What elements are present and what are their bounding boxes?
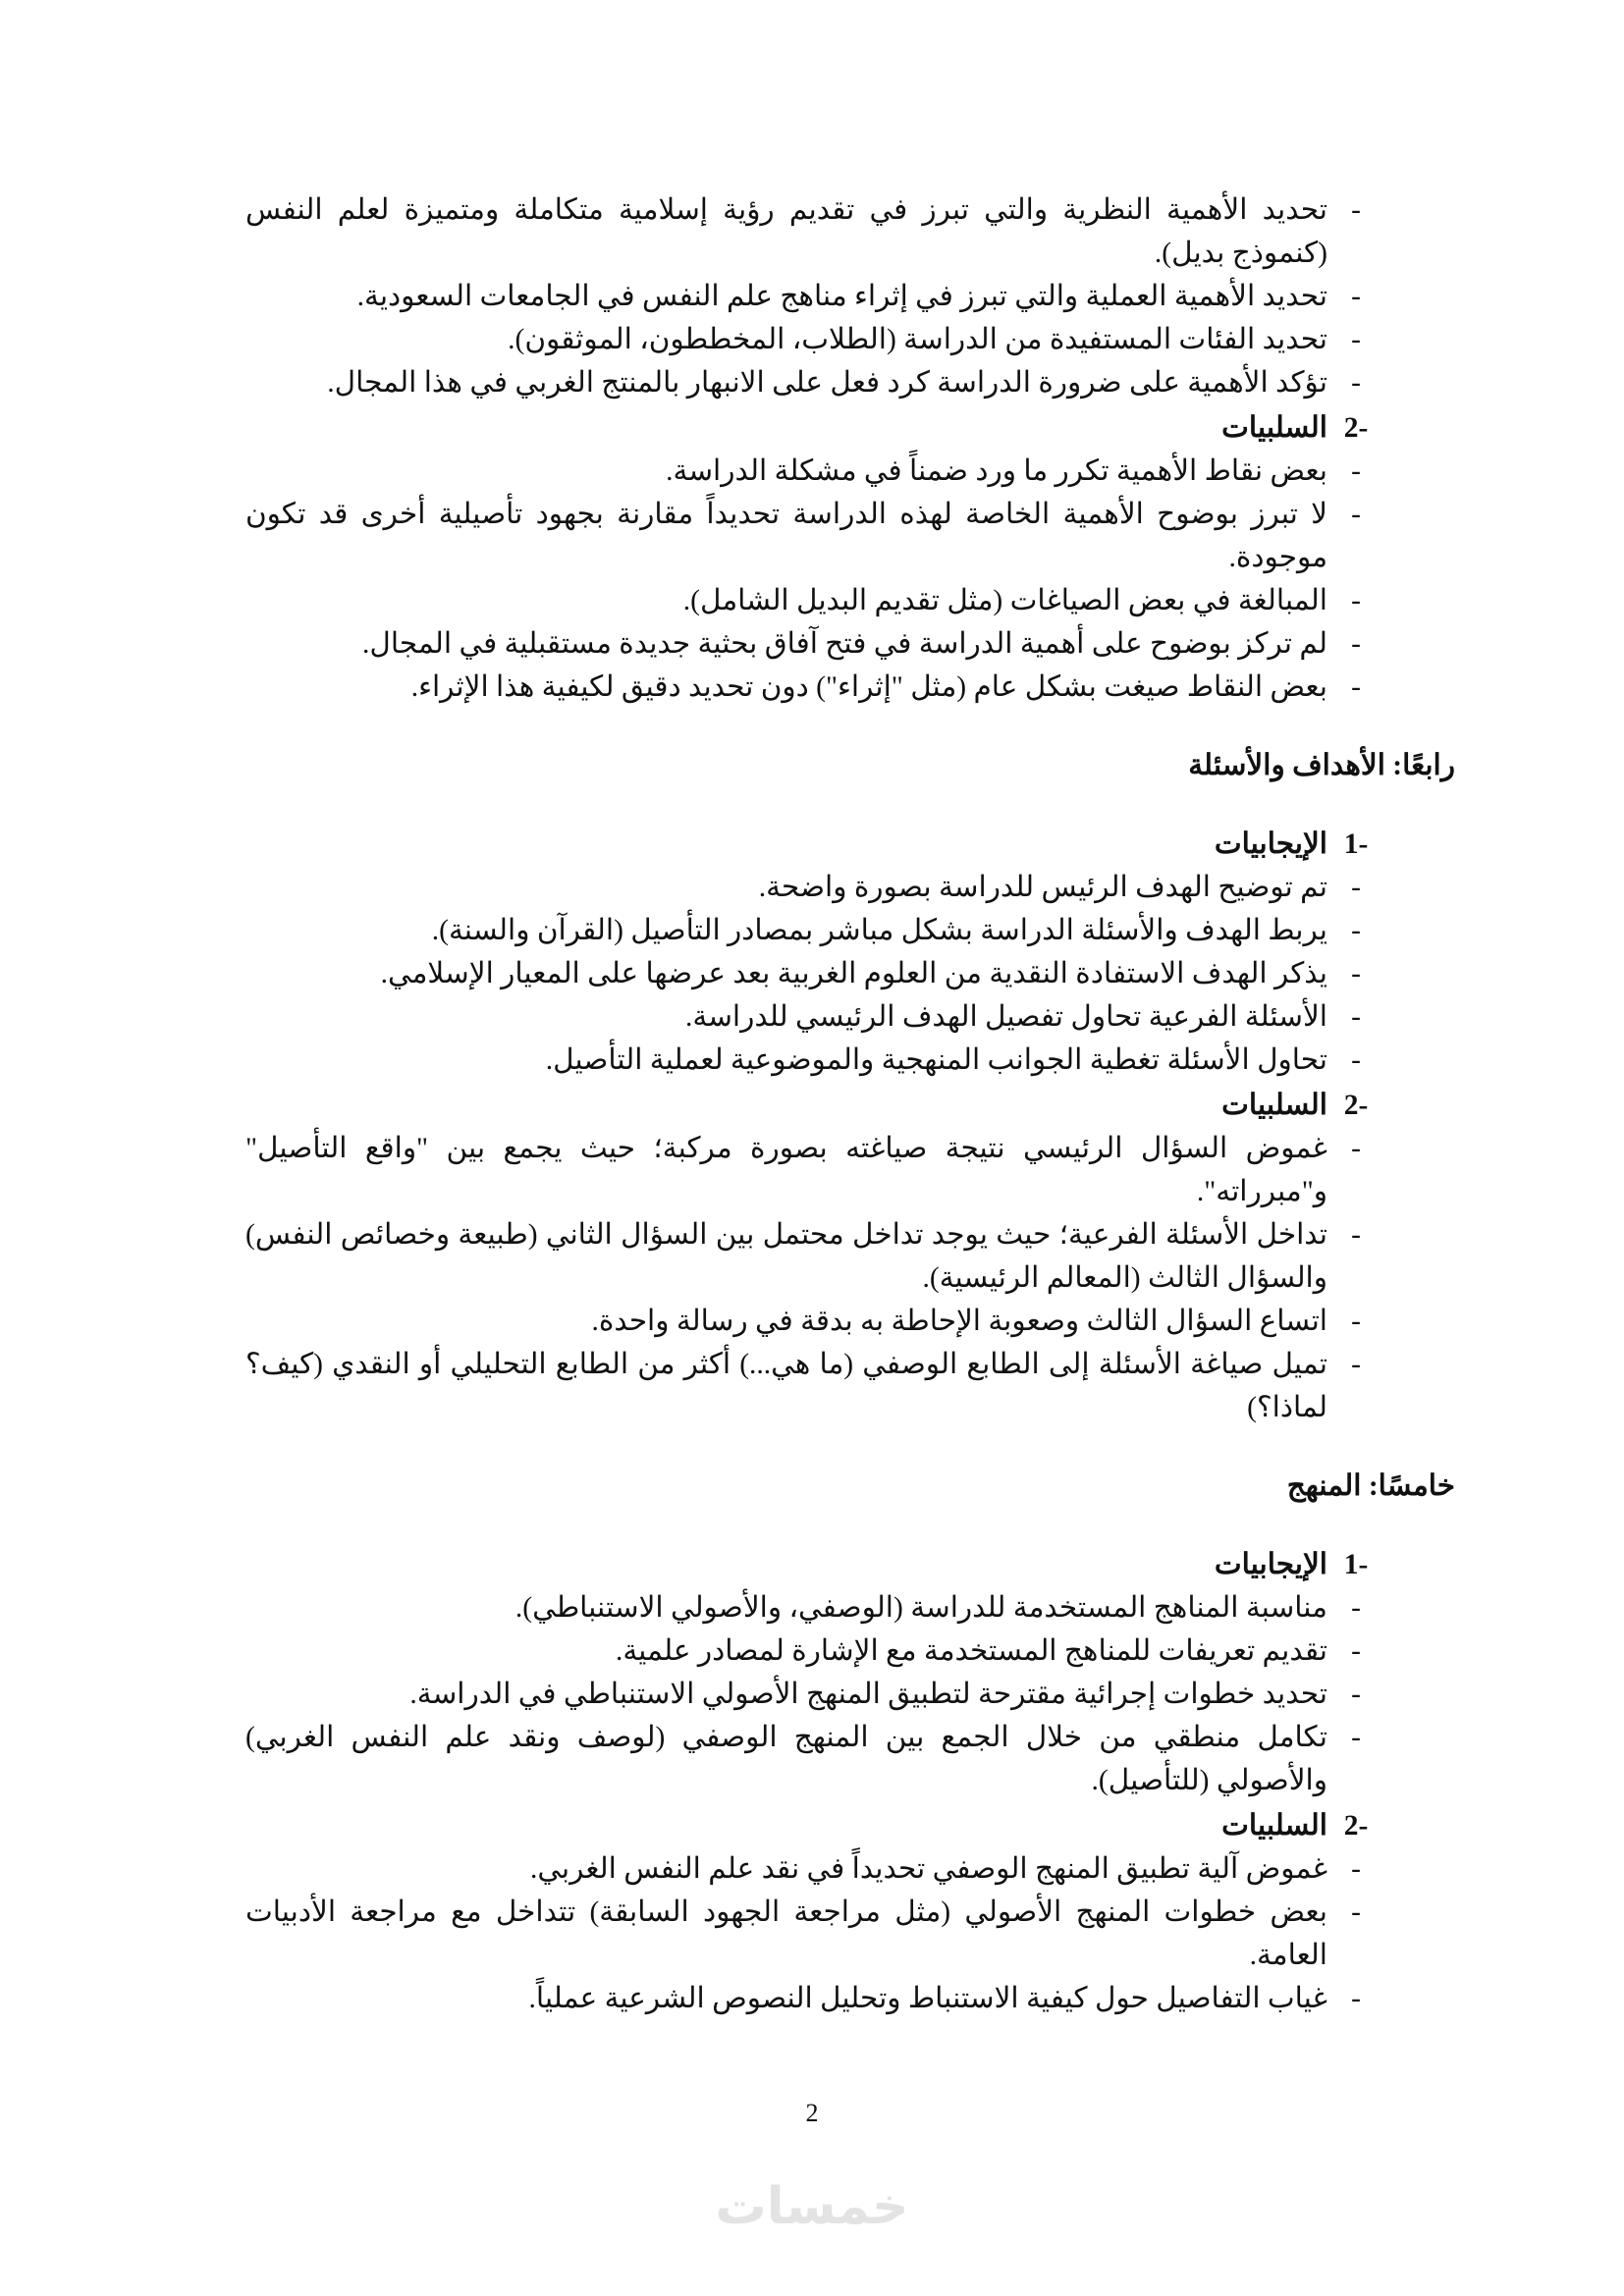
methodology-negatives-list bbox=[245, 1847, 1384, 2020]
watermark-logo: خمسات bbox=[715, 2177, 909, 2236]
list-item: - يربط الهدف والأسئلة الدراسة بشكل مباشر بمصادر التأصيل (القرآن والسنة). bbox=[431, 915, 1361, 946]
document-body bbox=[245, 188, 1455, 2020]
section-heading-methodology: خامسًا: المنهج bbox=[1286, 1470, 1455, 1502]
list-item: - غياب التفاصيل حول كيفية الاستنباط وتحليل النصوص الشرعية عملياً. bbox=[528, 1983, 1361, 2014]
importance-positives-list bbox=[245, 188, 1384, 404]
subheading-negatives: 2- السلبيات bbox=[1221, 412, 1369, 444]
list-item: - تم توضيح الهدف الرئيس للدراسة بصورة واضحة. bbox=[758, 872, 1361, 903]
list-item: - لا تبرز بوضوح الأهمية الخاصة لهذه الدراسة تحديداً مقارنة بجهود تأصيلية أخرى قد تكون موجودة. bbox=[245, 499, 1361, 573]
list-item: - يذكر الهدف الاستفادة النقدية من العلوم الغربية بعد عرضها على المعيار الإسلامي. bbox=[380, 958, 1361, 989]
list-item: - تؤكد الأهمية على ضرورة الدراسة كرد فعل على الانبهار بالمنتج الغربي في هذا المجال. bbox=[327, 367, 1361, 399]
list-item: - تحديد الأهمية النظرية والتي تبرز في تقديم رؤية إسلامية متكاملة ومتميزة لعلم النفس (كنموذج بديل). bbox=[245, 194, 1361, 269]
page-number: 2 bbox=[805, 2099, 819, 2127]
list-item: - الأسئلة الفرعية تحاول تفصيل الهدف الرئيسي للدراسة. bbox=[685, 1001, 1361, 1033]
list-item: - تقديم تعريفات للمناهج المستخدمة مع الإشارة لمصادر علمية. bbox=[615, 1635, 1361, 1667]
list-item: - غموض السؤال الرئيسي نتيجة صياغته بصورة مركبة؛ حيث يجمع بين "واقع التأصيل" و"مبرراته". bbox=[245, 1133, 1361, 1207]
importance-negatives-list bbox=[245, 450, 1384, 709]
list-item: - غموض آلية تطبيق المنهج الوصفي تحديداً في نقد علم النفس الغربي. bbox=[529, 1853, 1361, 1885]
list-item: - تداخل الأسئلة الفرعية؛ حيث يوجد تداخل محتمل بين السؤال الثاني (طبيعة وخصائص النفس) والسؤال الثالث (المعالم الرئيسية). bbox=[245, 1219, 1361, 1294]
subheading-negatives: 2- السلبيات bbox=[1221, 1810, 1369, 1842]
list-item: - مناسبة المناهج المستخدمة للدراسة (الوصفي، والأصولي الاستنباطي). bbox=[514, 1592, 1361, 1624]
list-item: - المبالغة في بعض الصياغات (مثل تقديم البديل الشامل). bbox=[682, 585, 1361, 616]
subheading-positives: 1- الإيجابيات bbox=[1214, 1549, 1369, 1580]
objectives-negatives-list bbox=[245, 1127, 1384, 1429]
list-item: - تحديد الفئات المستفيدة من الدراسة (الطلاب، المخططون، الموثقون). bbox=[508, 324, 1361, 355]
list-item: - تميل صياغة الأسئلة إلى الطابع الوصفي (ما هي...) أكثر من الطابع التحليلي أو النقدي (كيف؟ لماذا؟) bbox=[245, 1349, 1361, 1423]
subheading-negatives: 2- السلبيات bbox=[1221, 1090, 1369, 1121]
subheading-positives: 1- الإيجابيات bbox=[1214, 828, 1369, 860]
list-item: - تحاول الأسئلة تغطية الجوانب المنهجية والموضوعية لعملية التأصيل. bbox=[545, 1044, 1361, 1076]
list-item: - اتساع السؤال الثالث وصعوبة الإحاطة به بدقة في رسالة واحدة. bbox=[591, 1306, 1361, 1337]
list-item: - تحديد الأهمية العملية والتي تبرز في إثراء مناهج علم النفس في الجامعات السعودية. bbox=[356, 281, 1361, 312]
list-item: - لم تركز بوضوح على أهمية الدراسة في فتح آفاق بحثية جديدة مستقبلية في المجال. bbox=[362, 628, 1361, 660]
methodology-positives-list bbox=[245, 1586, 1384, 1802]
list-item: - بعض نقاط الأهمية تكرر ما ورد ضمناً في مشكلة الدراسة. bbox=[666, 455, 1361, 487]
section-heading-objectives: رابعًا: الأهداف والأسئلة bbox=[1188, 750, 1455, 781]
list-item: - بعض النقاط صيغت بشكل عام (مثل "إثراء") دون تحديد دقيق لكيفية هذا الإثراء. bbox=[410, 671, 1361, 703]
list-item: - تحديد خطوات إجرائية مقترحة لتطبيق المنهج الأصولي الاستنباطي في الدراسة. bbox=[409, 1679, 1361, 1710]
list-item: - تكامل منطقي من خلال الجمع بين المنهج الوصفي (لوصف ونقد علم النفس الغربي) والأصولي (للتأصيل). bbox=[245, 1722, 1361, 1796]
list-item: - بعض خطوات المنهج الأصولي (مثل مراجعة الجهود السابقة) تتداخل مع مراجعة الأدبيات العامة. bbox=[245, 1896, 1361, 1971]
objectives-positives-list bbox=[245, 866, 1384, 1082]
